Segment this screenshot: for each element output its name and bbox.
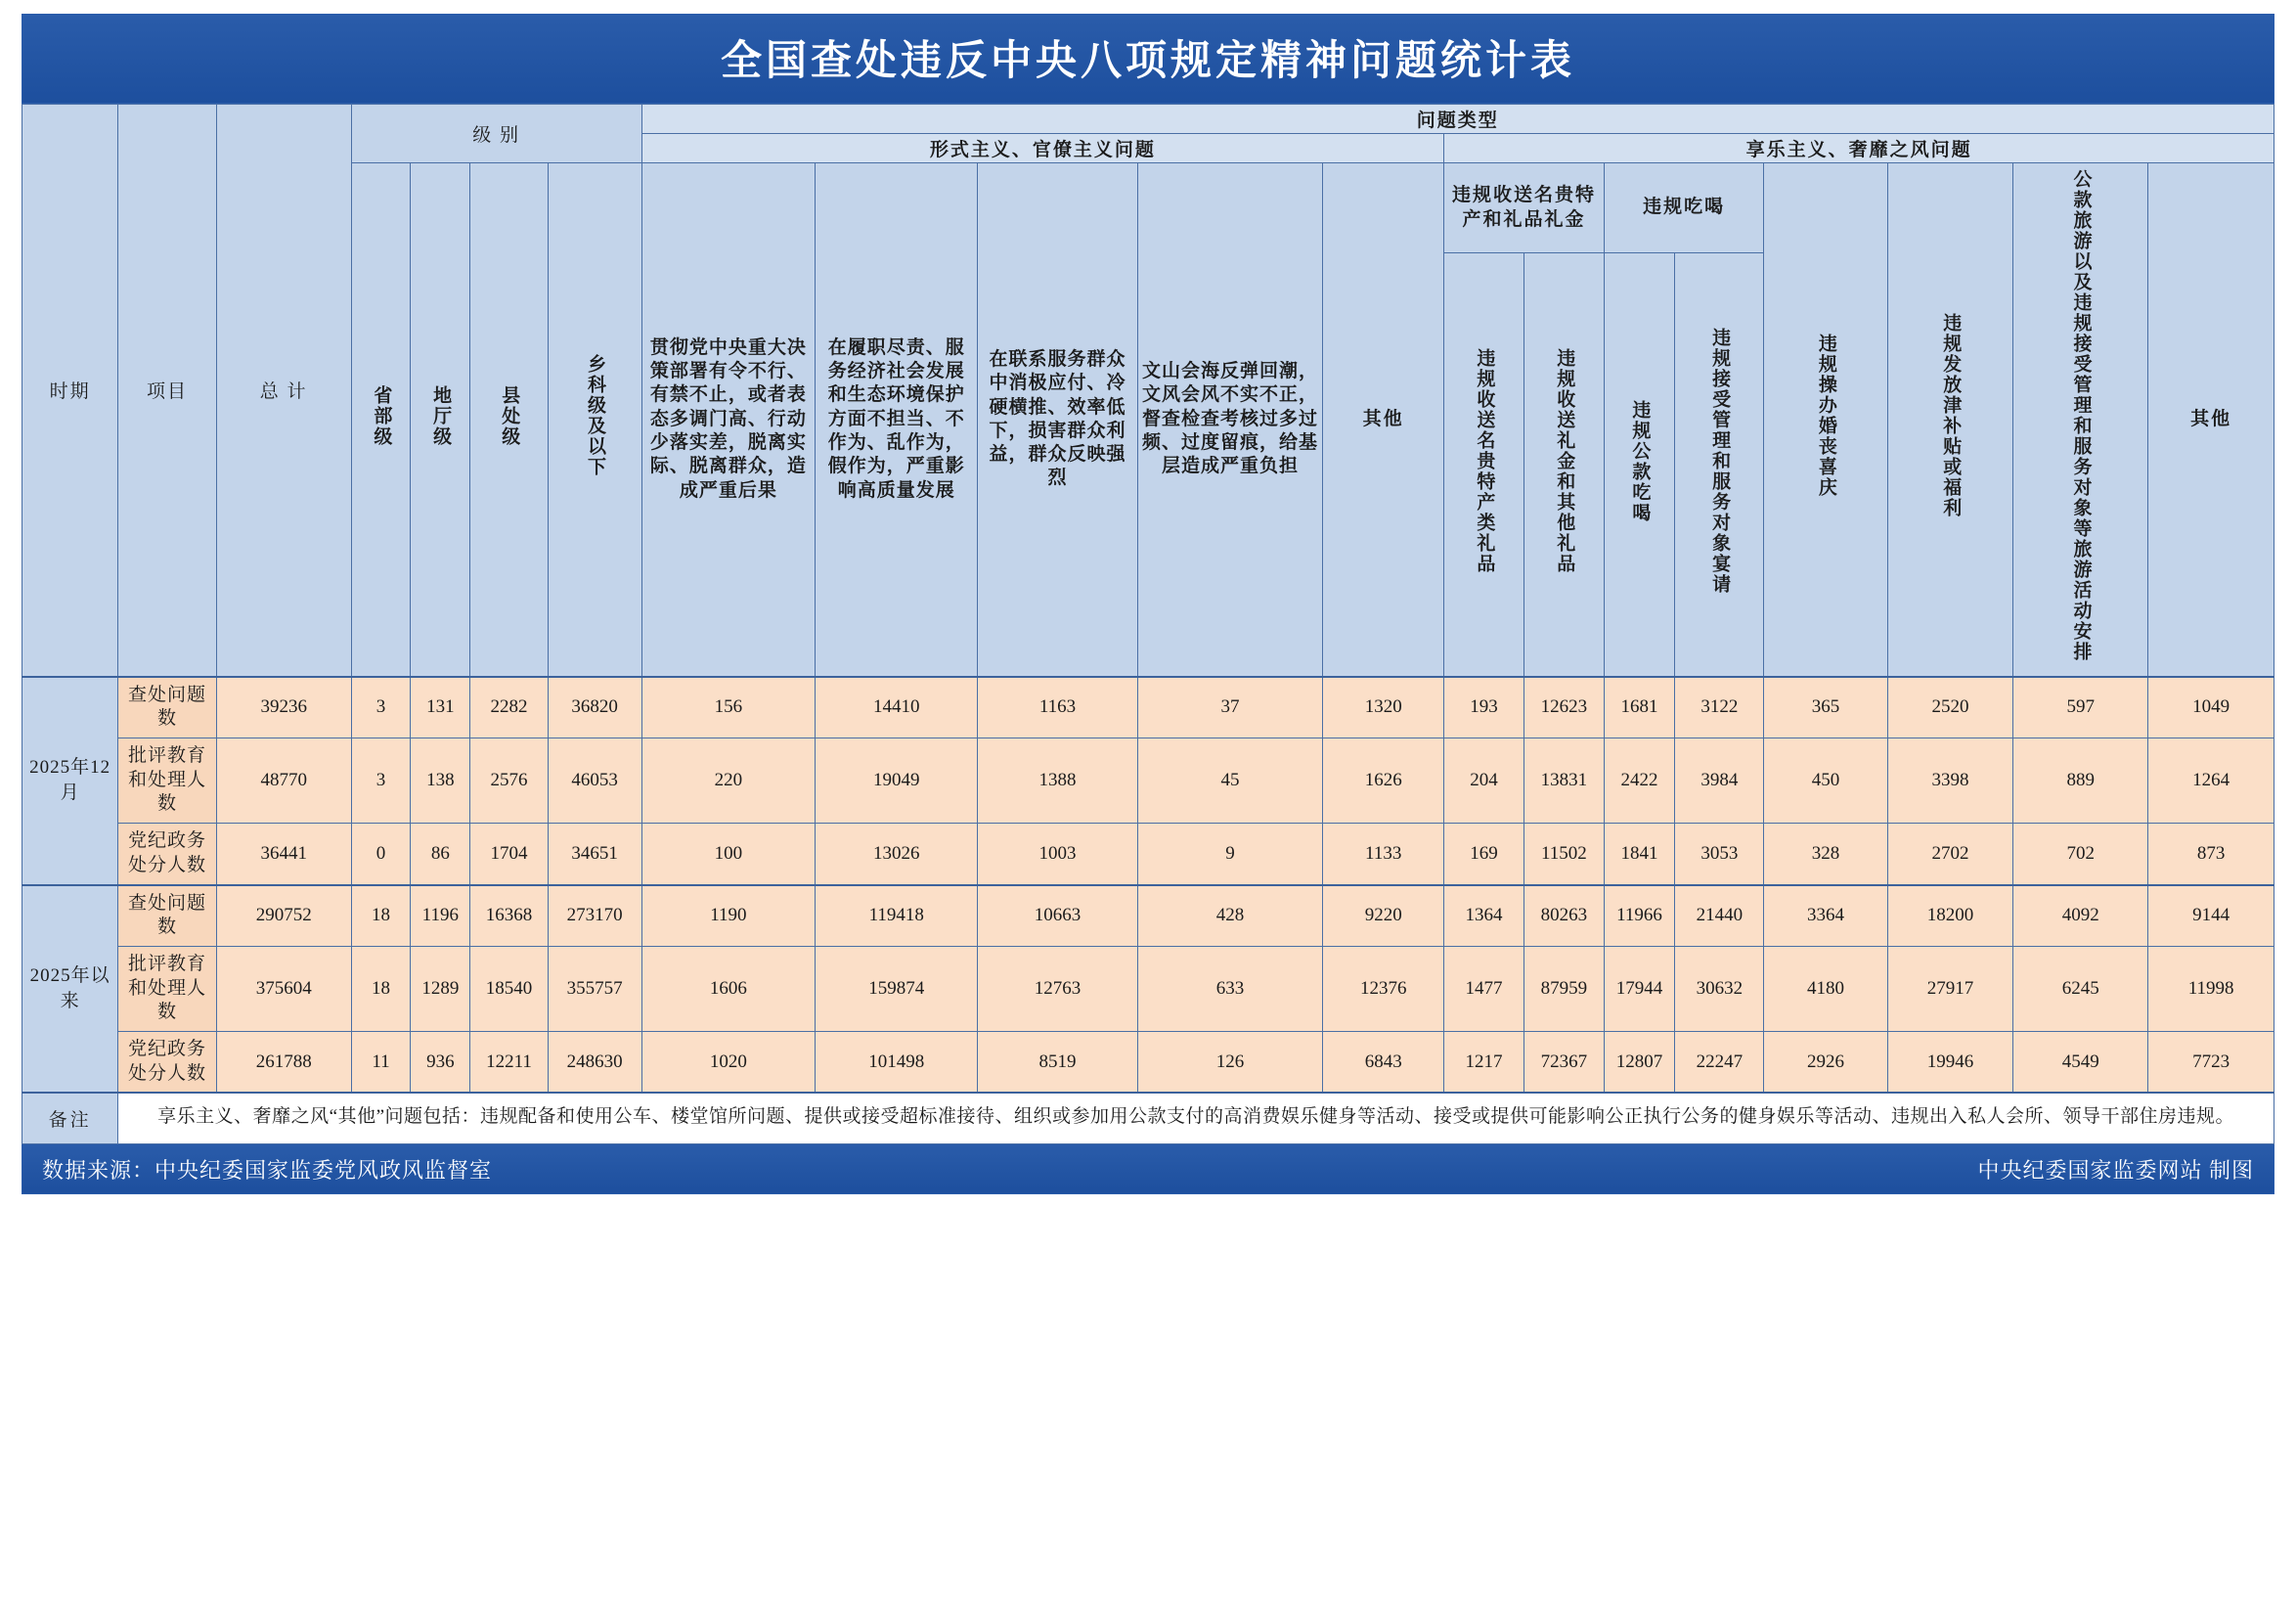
- cell-value: 13831: [1523, 738, 1604, 824]
- cell-value: 1264: [2148, 738, 2274, 824]
- cell-value: 119418: [816, 885, 978, 947]
- cell-value: 2702: [1887, 824, 2013, 885]
- cell-value: 1049: [2148, 677, 2274, 738]
- header-eat-public-funds: 违规公款吃喝: [1604, 253, 1674, 677]
- header-hedonism-gift-group: 违规收送名贵特产和礼品礼金: [1444, 163, 1605, 253]
- header-level-group: 级 别: [351, 105, 641, 163]
- header-formalism-col-2: 在履职尽责、服务经济社会发展和生态环境保护方面不担当、不作为、乱作为，假作为，严重影响高质量发展: [816, 163, 978, 677]
- cell-value: 2422: [1604, 738, 1674, 824]
- cell-value: 1606: [641, 946, 816, 1031]
- cell-value: 2282: [470, 677, 548, 738]
- header-hedonism-wedding: 违规操办婚丧喜庆: [1764, 163, 1887, 677]
- cell-value: 4092: [2013, 885, 2148, 947]
- cell-value: 8519: [978, 1031, 1138, 1093]
- cell-value: 7723: [2148, 1031, 2274, 1093]
- cell-value: 936: [411, 1031, 470, 1093]
- cell-value: 156: [641, 677, 816, 738]
- cell-value: 18: [351, 946, 411, 1031]
- cell-value: 3: [351, 677, 411, 738]
- cell-value: 36820: [548, 677, 641, 738]
- cell-value: 2520: [1887, 677, 2013, 738]
- cell-value: 220: [641, 738, 816, 824]
- header-level-xiang-ke: 乡科级及以下: [548, 163, 641, 677]
- cell-value: 889: [2013, 738, 2148, 824]
- cell-value: 2576: [470, 738, 548, 824]
- cell-value: 30632: [1675, 946, 1764, 1031]
- cell-value: 1626: [1323, 738, 1444, 824]
- cell-value: 169: [1444, 824, 1524, 885]
- item-label: 查处问题数: [118, 885, 217, 947]
- cell-value: 18540: [470, 946, 548, 1031]
- table-row: [22, 1031, 2274, 1093]
- header-formalism-col-1: 贯彻党中央重大决策部署有令不行、有禁不止，或者表态多调门高、行动少落实差，脱离实际、脱离群众，造成严重后果: [641, 163, 816, 677]
- header-formalism-col-3: 在联系服务群众中消极应付、冷硬横推、效率低下，损害群众利益，群众反映强烈: [978, 163, 1138, 677]
- cell-value: 1190: [641, 885, 816, 947]
- cell-value: 11966: [1604, 885, 1674, 947]
- cell-value: 159874: [816, 946, 978, 1031]
- cell-value: 126: [1137, 1031, 1322, 1093]
- header-row-3: [22, 163, 2274, 253]
- table-row: [22, 946, 2274, 1031]
- item-label: 批评教育和处理人数: [118, 946, 217, 1031]
- header-gift-specialty: 违规收送名贵特产类礼品: [1444, 253, 1524, 677]
- cell-value: 1020: [641, 1031, 816, 1093]
- cell-value: 597: [2013, 677, 2148, 738]
- cell-value: 9144: [2148, 885, 2274, 947]
- cell-value: 86: [411, 824, 470, 885]
- cell-value: 101498: [816, 1031, 978, 1093]
- cell-value: 11998: [2148, 946, 2274, 1031]
- cell-value: 2926: [1764, 1031, 1887, 1093]
- cell-value: 46053: [548, 738, 641, 824]
- table-row: [22, 824, 2274, 885]
- cell-value: 365: [1764, 677, 1887, 738]
- cell-value: 87959: [1523, 946, 1604, 1031]
- cell-value: 1217: [1444, 1031, 1524, 1093]
- cell-value: 1003: [978, 824, 1138, 885]
- cell-value: 19049: [816, 738, 978, 824]
- header-level-xian-chu: 县处级: [470, 163, 548, 677]
- cell-total: 261788: [216, 1031, 351, 1093]
- cell-value: 138: [411, 738, 470, 824]
- header-hedonism-other: 其他: [2148, 163, 2274, 677]
- cell-value: 12376: [1323, 946, 1444, 1031]
- cell-total: 36441: [216, 824, 351, 885]
- header-group-formalism: 形式主义、官僚主义问题: [641, 134, 1444, 163]
- header-problem-type-group: 问题类型: [641, 105, 2274, 134]
- cell-value: 1681: [1604, 677, 1674, 738]
- cell-value: 3364: [1764, 885, 1887, 947]
- header-group-hedonism: 享乐主义、奢靡之风问题: [1444, 134, 2274, 163]
- footer-bar: [22, 1144, 2274, 1194]
- note-label: 备注: [22, 1093, 118, 1143]
- header-hedonism-travel: 公款旅游以及违规接受管理和服务对象等旅游活动安排: [2013, 163, 2148, 677]
- cell-value: 18200: [1887, 885, 2013, 947]
- header-formalism-col-4: 文山会海反弹回潮，文风会风不实不正，督查检查考核过多过频、过度留痕，给基层造成严重负担: [1137, 163, 1322, 677]
- header-time: 时期: [22, 105, 118, 677]
- cell-value: 11502: [1523, 824, 1604, 885]
- cell-value: 6245: [2013, 946, 2148, 1031]
- period-label-1: 2025年12月: [22, 677, 118, 885]
- cell-value: 0: [351, 824, 411, 885]
- cell-value: 873: [2148, 824, 2274, 885]
- header-total: 总 计: [216, 105, 351, 677]
- item-label: 党纪政务处分人数: [118, 1031, 217, 1093]
- header-hedonism-allowance: 违规发放津补贴或福利: [1887, 163, 2013, 677]
- cell-value: 12807: [1604, 1031, 1674, 1093]
- cell-value: 4549: [2013, 1031, 2148, 1093]
- cell-value: 45: [1137, 738, 1322, 824]
- header-hedonism-eat-group: 违规吃喝: [1604, 163, 1764, 253]
- cell-value: 14410: [816, 677, 978, 738]
- cell-value: 6843: [1323, 1031, 1444, 1093]
- cell-value: 80263: [1523, 885, 1604, 947]
- cell-value: 9: [1137, 824, 1322, 885]
- cell-value: 72367: [1523, 1031, 1604, 1093]
- cell-value: 450: [1764, 738, 1887, 824]
- cell-value: 17944: [1604, 946, 1674, 1031]
- header-level-sheng-bu: 省部级: [351, 163, 411, 677]
- cell-value: 1477: [1444, 946, 1524, 1031]
- item-label: 党纪政务处分人数: [118, 824, 217, 885]
- credit: 中央纪委国家监委网站 制图: [1977, 1157, 2254, 1183]
- table-row: [22, 677, 2274, 738]
- header-eat-banquet: 违规接受管理和服务对象宴请: [1675, 253, 1764, 677]
- cell-value: 3053: [1675, 824, 1764, 885]
- cell-total: 48770: [216, 738, 351, 824]
- cell-value: 3122: [1675, 677, 1764, 738]
- header-formalism-col-other: 其他: [1323, 163, 1444, 677]
- cell-value: 12763: [978, 946, 1138, 1031]
- cell-value: 21440: [1675, 885, 1764, 947]
- cell-value: 1196: [411, 885, 470, 947]
- cell-value: 19946: [1887, 1031, 2013, 1093]
- cell-value: 1289: [411, 946, 470, 1031]
- page-title: 全国查处违反中央八项规定精神问题统计表: [22, 14, 2274, 104]
- cell-value: 273170: [548, 885, 641, 947]
- cell-value: 12211: [470, 1031, 548, 1093]
- cell-value: 248630: [548, 1031, 641, 1093]
- cell-value: 1704: [470, 824, 548, 885]
- cell-value: 702: [2013, 824, 2148, 885]
- cell-value: 328: [1764, 824, 1887, 885]
- cell-value: 3984: [1675, 738, 1764, 824]
- cell-value: 9220: [1323, 885, 1444, 947]
- cell-value: 1364: [1444, 885, 1524, 947]
- item-label: 批评教育和处理人数: [118, 738, 217, 824]
- cell-value: 204: [1444, 738, 1524, 824]
- cell-value: 18: [351, 885, 411, 947]
- cell-value: 22247: [1675, 1031, 1764, 1093]
- cell-value: 100: [641, 824, 816, 885]
- cell-value: 4180: [1764, 946, 1887, 1031]
- header-gift-money: 违规收送礼金和其他礼品: [1523, 253, 1604, 677]
- cell-value: 131: [411, 677, 470, 738]
- cell-value: 355757: [548, 946, 641, 1031]
- cell-value: 10663: [978, 885, 1138, 947]
- item-label: 查处问题数: [118, 677, 217, 738]
- cell-value: 633: [1137, 946, 1322, 1031]
- table-row: [22, 885, 2274, 947]
- cell-total: 375604: [216, 946, 351, 1031]
- cell-value: 1163: [978, 677, 1138, 738]
- cell-value: 193: [1444, 677, 1524, 738]
- cell-value: 1320: [1323, 677, 1444, 738]
- note-text: 享乐主义、奢靡之风“其他”问题包括：违规配备和使用公车、楼堂馆所问题、提供或接受超标准接待、组织或参加用公款支付的高消费娱乐健身等活动、接受或提供可能影响公正执行公务的健身娱乐等活动、违规出入私人会所、领导干部住房违规。: [118, 1093, 2274, 1143]
- statistics-table: [22, 104, 2274, 1144]
- period-label-2: 2025年以来: [22, 885, 118, 1094]
- cell-value: 428: [1137, 885, 1322, 947]
- cell-value: 1133: [1323, 824, 1444, 885]
- cell-value: 37: [1137, 677, 1322, 738]
- table-row: [22, 738, 2274, 824]
- data-source: 数据来源：中央纪委国家监委党风政风监督室: [42, 1157, 493, 1183]
- cell-value: 1388: [978, 738, 1138, 824]
- cell-value: 13026: [816, 824, 978, 885]
- cell-value: 16368: [470, 885, 548, 947]
- cell-value: 3398: [1887, 738, 2013, 824]
- header-item: 项目: [118, 105, 217, 677]
- cell-value: 3: [351, 738, 411, 824]
- cell-value: 34651: [548, 824, 641, 885]
- cell-value: 27917: [1887, 946, 2013, 1031]
- cell-value: 11: [351, 1031, 411, 1093]
- cell-value: 1841: [1604, 824, 1674, 885]
- cell-total: 39236: [216, 677, 351, 738]
- cell-total: 290752: [216, 885, 351, 947]
- header-row-1: [22, 105, 2274, 134]
- note-row: [22, 1093, 2274, 1143]
- header-level-di-ting: 地厅级: [411, 163, 470, 677]
- cell-value: 12623: [1523, 677, 1604, 738]
